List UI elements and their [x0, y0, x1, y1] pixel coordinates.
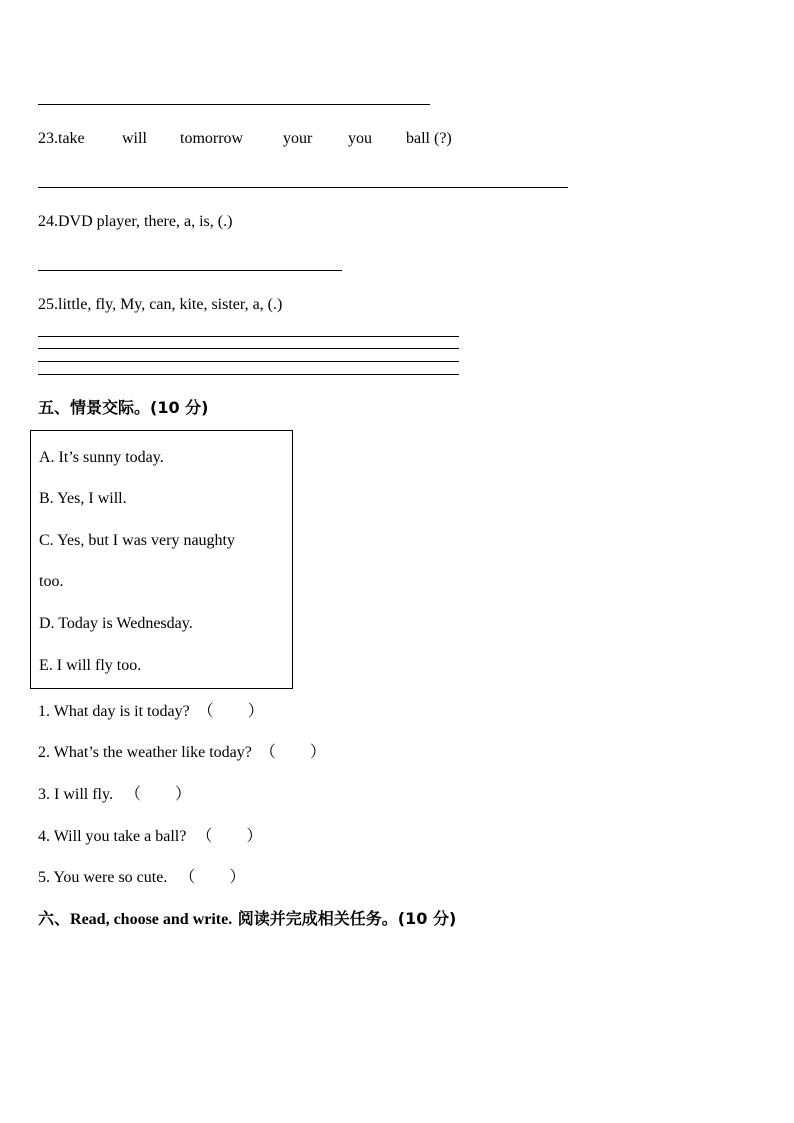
word-take: take [58, 130, 85, 147]
answer-blank-1[interactable] [198, 702, 264, 722]
dialogue-question-2 [38, 743, 326, 763]
paren-close: ） [174, 786, 191, 803]
question-25 [38, 295, 282, 315]
answer-blank-5[interactable] [179, 868, 245, 888]
question-25-text: little, fly, My, can, kite, sister, a, (.) [58, 296, 283, 313]
answer-line-25c[interactable] [38, 361, 459, 362]
options-box [30, 430, 293, 689]
option-c-continued: too. [39, 573, 64, 590]
dialogue-question-3 [38, 785, 191, 805]
question-24-number: 24. [38, 213, 58, 230]
word-your: your [283, 130, 313, 147]
dialogue-question-2-text: 2. What’s the weather like today? [38, 744, 252, 761]
section-6-english-title: Read, choose and write. [70, 911, 233, 928]
paren-open: （ [179, 869, 196, 886]
question-24 [38, 212, 232, 232]
paren-close: ） [247, 703, 264, 720]
answer-line-25a[interactable] [38, 336, 459, 337]
answer-blank-4[interactable] [196, 827, 262, 847]
dialogue-question-4 [38, 827, 262, 847]
paren-open: （ [259, 744, 276, 761]
paren-open: （ [124, 786, 141, 803]
paren-close: ） [309, 744, 326, 761]
section-6-chinese-title: 阅读并完成相关任务。(10 分) [232, 909, 457, 928]
section-5-heading [38, 397, 208, 420]
option-e: E. I will fly too. [39, 657, 142, 674]
dialogue-question-1 [38, 702, 264, 722]
answer-blank-2[interactable] [260, 743, 326, 763]
section-5-title: 五、情景交际。(10 分) [38, 398, 209, 417]
paren-close: ） [246, 828, 263, 845]
option-c: C. Yes, but I was very naughty [39, 532, 235, 549]
dialogue-question-3-text: 3. I will fly. [38, 786, 113, 803]
paren-open: （ [196, 828, 213, 845]
option-a: A. It’s sunny today. [39, 449, 164, 466]
section-6-heading [38, 908, 456, 931]
paren-close: ） [229, 869, 246, 886]
question-23 [38, 129, 452, 149]
dialogue-question-5 [38, 868, 245, 888]
dialogue-question-1-text: 1. What day is it today? [38, 703, 190, 720]
answer-blank-3[interactable] [125, 785, 191, 805]
question-25-number: 25. [38, 296, 58, 313]
word-will: will [122, 130, 147, 147]
answer-line-24[interactable] [38, 270, 342, 271]
paren-open: （ [197, 703, 214, 720]
word-ball: ball (?) [406, 130, 452, 147]
answer-line-25b[interactable] [38, 348, 459, 349]
word-tomorrow: tomorrow [180, 130, 244, 147]
answer-line-22[interactable] [38, 104, 430, 105]
section-6-prefix: 六、 [38, 909, 71, 928]
dialogue-question-5-text: 5. You were so cute. [38, 869, 168, 886]
word-you: you [348, 130, 372, 147]
option-b: B. Yes, I will. [39, 490, 127, 507]
answer-line-23[interactable] [38, 187, 568, 188]
question-23-number: 23. [38, 130, 58, 147]
dialogue-question-4-text: 4. Will you take a ball? [38, 828, 187, 845]
answer-line-25d[interactable] [38, 374, 459, 375]
option-d: D. Today is Wednesday. [39, 615, 193, 632]
question-24-text: DVD player, there, a, is, (.) [58, 213, 233, 230]
